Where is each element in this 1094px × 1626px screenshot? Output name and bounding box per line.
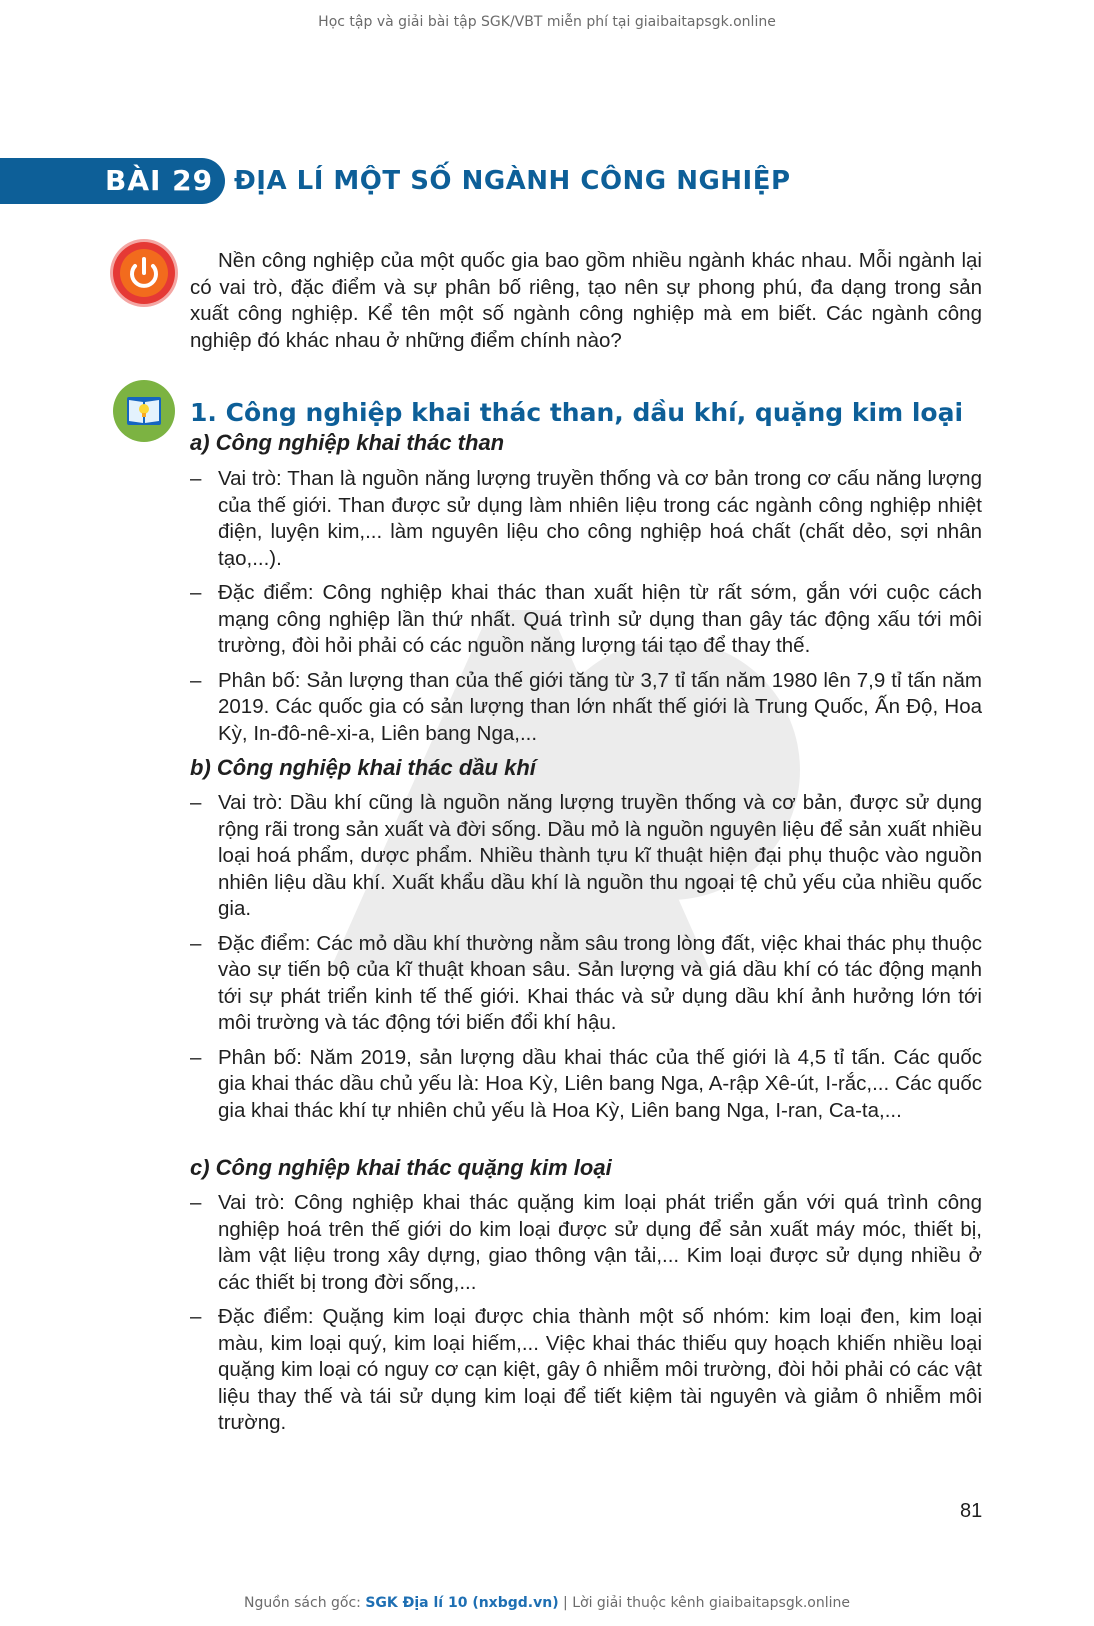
list-item: – Vai trò: Than là nguồn năng lượng truyền thống và cơ bản trong cơ cấu năng lượng của thế giới. Than được sử dụng làm nhiên liệu trong các ngành công nghiệp nhiệt điện, luyện kim,... làm nguyên liệu cho công nghiệp hoá chất (chất dẻo, sợi nhân tạo,...).: [190, 467, 982, 570]
subsection-c-heading: c) Công nghiệp khai thác quặng kim loại: [190, 1155, 612, 1180]
footer-note: Nguồn sách gốc: SGK Địa lí 10 (nxbgd.vn) | Lời giải thuộc kênh giaibaitapsgk.online: [244, 1595, 850, 1611]
list-item: – Đặc điểm: Công nghiệp khai thác than xuất hiện từ rất sớm, gắn với cuộc cách mạng công nghiệp lần thứ nhất. Quá trình sử dụng than gây tác động xấu tới môi trường, đòi hỏi phải có các nguồn năng lượng tái tạo để thay thế.: [190, 581, 982, 657]
list-item: – Vai trò: Dầu khí cũng là nguồn năng lượng truyền thống và cơ bản, được sử dụng rộng rãi trong sản xuất và đời sống. Dầu mỏ là nguồn nguyên liệu để sản xuất nhiều loại hoá phẩm, dược phẩm. Nhiều thành tựu kĩ thuật hiện đại phụ thuộc vào nguồn nhiên liệu dầu khí. Xuất khẩu dầu khí là nguồn thu ngoại tệ chủ yếu của nhiều quốc gia.: [190, 791, 982, 920]
list-item: – Đặc điểm: Các mỏ dầu khí thường nằm sâu trong lòng đất, việc khai thác phụ thuộc vào sự tiến bộ của kĩ thuật khoan sâu. Sản lượng và giá dầu khí có tác động mạnh tới sự phát triển kinh tế thế giới. Khai thác và sử dụng dầu khí ảnh hưởng lớn tới môi trường và tác động tới biến đổi khí hậu.: [190, 931, 982, 1034]
footer-source-link[interactable]: SGK Địa lí 10 (nxbgd.vn): [365, 1595, 559, 1611]
list-item: – Vai trò: Công nghiệp khai thác quặng kim loại phát triển gắn với quá trình công nghiệp hoá trên thế giới do kim loại được sử dụng để sản xuất máy móc, thiết bị, làm vật liệu trong xây dựng, giao thông vận tải,... Kim loại được sử dụng nhiều ở các thiết bị trong đời sống,...: [190, 1191, 982, 1294]
intro-paragraph: Nền công nghiệp của một quốc gia bao gồm nhiều ngành khác nhau. Mỗi ngành lại có vai trò, đặc điểm và sự phân bố riêng, tạo nên sự phong phú, đa dạng trong sản xuất công nghiệp. Kể tên một số ngành công nghiệp mà em biết. Các ngành công nghiệp đó khác nhau ở những điểm chính nào?: [190, 249, 982, 352]
section-heading: 1. Công nghiệp khai thác than, dầu khí, quặng kim loại: [190, 398, 964, 427]
list-item: – Phân bố: Sản lượng than của thế giới tăng từ 3,7 tỉ tấn năm 1980 lên 7,9 tỉ tấn năm 2019. Các quốc gia có sản lượng than lớn nhất thế giới là Trung Quốc, Ấn Độ, Hoa Kỳ, In-đô-nê-xi-a, Liên bang Nga,...: [190, 668, 982, 745]
lesson-badge: BÀI 29: [0, 158, 225, 204]
subsection-a-list: [190, 466, 982, 755]
lesson-title: ĐỊA LÍ MỘT SỐ NGÀNH CÔNG NGHIỆP: [234, 166, 791, 196]
page-number: 81: [960, 1500, 983, 1522]
list-item: – Đặc điểm: Quặng kim loại được chia thành một số nhóm: kim loại đen, kim loại màu, kim loại quý, kim loại hiếm,... Việc khai thác thiếu quy hoạch khiến nhiều loại quặng kim loại có nguy cơ cạn kiệt, gây ô nhiễm môi trường, đòi hỏi phải có các vật liệu thay thế và tái sử dụng kim loại để tiết kiệm tài nguyên và giảm ô nhiễm môi trường.: [190, 1305, 982, 1434]
list-item: – Phân bố: Năm 2019, sản lượng dầu khai thác của thế giới là 4,5 tỉ tấn. Các quốc gia khai thác dầu chủ yếu là: Hoa Kỳ, Liên bang Nga, A-rập Xê-út, I-rắc,... Các quốc gia khai thác khí tự nhiên chủ yếu là Hoa Kỳ, Liên bang Nga, I-ran, Ca-ta,...: [190, 1045, 982, 1122]
header-note: Học tập và giải bài tập SGK/VBT miễn phí tại giaibaitapsgk.online: [318, 14, 776, 30]
subsection-b-heading: b) Công nghiệp khai thác dầu khí: [190, 755, 536, 780]
subsection-c-list: [190, 1190, 982, 1445]
subsection-a-heading: a) Công nghiệp khai thác than: [190, 430, 505, 455]
subsection-b-list: [190, 790, 982, 1132]
open-book-lightbulb-icon: [113, 380, 175, 442]
power-icon: [113, 242, 175, 304]
